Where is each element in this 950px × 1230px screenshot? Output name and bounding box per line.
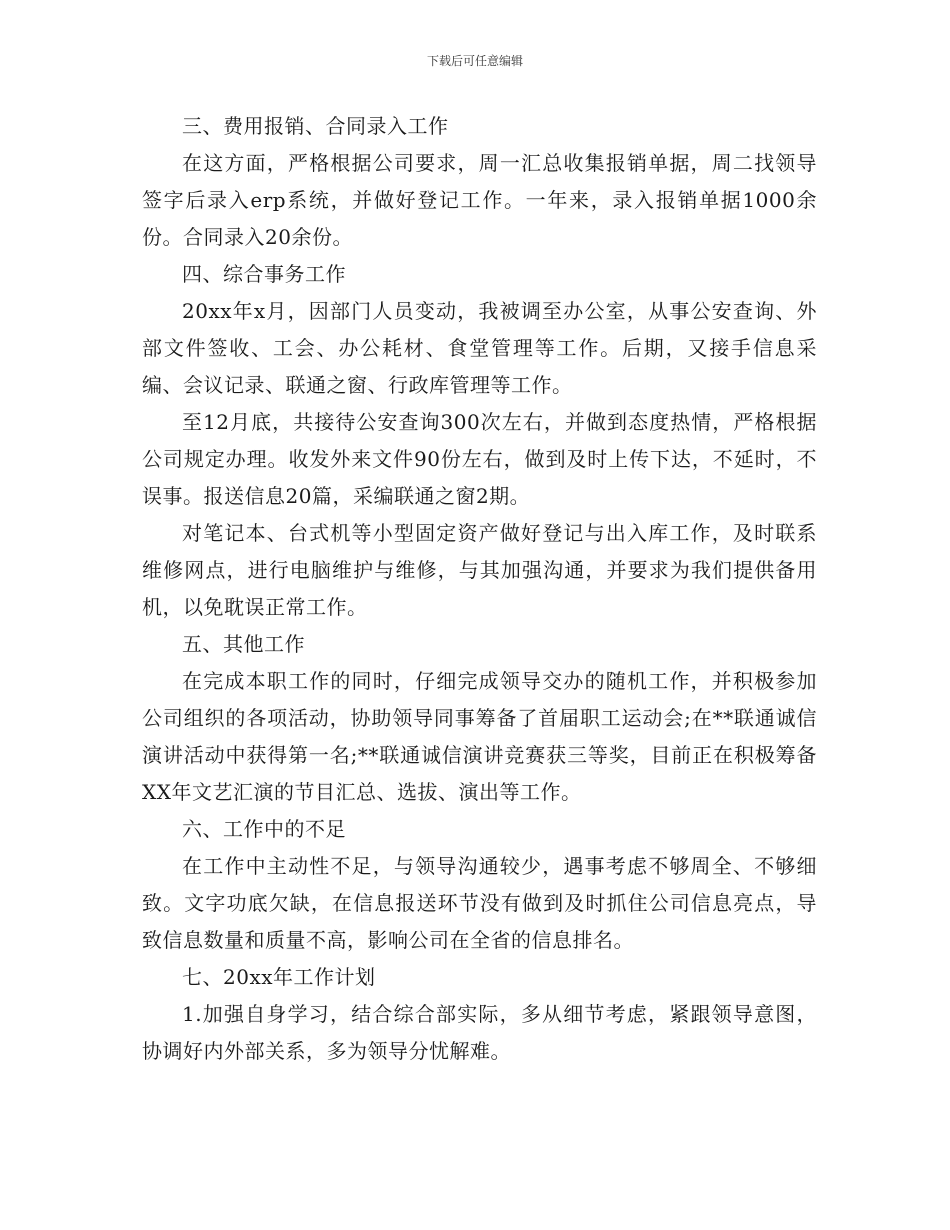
- paragraph-plan-item-1: 1.加强自身学习，结合综合部实际，多从细节考虑，紧跟领导意图，协调好内外部关系，多为领导分忧解难。: [142, 1002, 817, 1063]
- section-heading-expense: 三、费用报销、合同录入工作: [182, 114, 449, 138]
- page-header-note: 下载后可任意编辑: [426, 54, 523, 68]
- section-heading-general-affairs: 四、综合事务工作: [182, 262, 346, 286]
- paragraph-other-work: 在完成本职工作的同时，仔细完成领导交办的随机工作，并积极参加公司组织的各项活动，协助领导同事筹备了首届职工运动会;在**联通诚信演讲活动中获得第一名;**联通诚信演讲竞赛获三等奖，目前正在积极筹备XX年文艺汇演的节目汇总、选拔、演出等工作。: [142, 669, 817, 804]
- paragraph-transfer: 20xx年x月，因部门人员变动，我被调至办公室，从事公安查询、外部文件签收、工会、办公耗材、食堂管理等工作。后期，又接手信息采编、会议记录、联通之窗、行政库管理等工作。: [142, 299, 817, 397]
- section-heading-other-work: 五、其他工作: [182, 632, 305, 656]
- section-heading-work-plan: 七、20xx年工作计划: [182, 965, 376, 989]
- paragraph-expense: 在这方面，严格根据公司要求，周一汇总收集报销单据，周二找领导签字后录入erp系统，并做好登记工作。一年来，录入报销单据1000余份。合同录入20余份。: [142, 151, 817, 249]
- paragraph-shortcomings: 在工作中主动性不足，与领导沟通较少，遇事考虑不够周全、不够细致。文字功底欠缺，在信息报送环节没有做到及时抓住公司信息亮点，导致信息数量和质量不高，影响公司在全省的信息排名。: [142, 854, 817, 952]
- paragraph-statistics: 至12月底，共接待公安查询300次左右，并做到态度热情，严格根据公司规定办理。收发外来文件90份左右，做到及时上传下达，不延时，不误事。报送信息20篇，采编联通之窗2期。: [142, 410, 817, 508]
- paragraph-assets: 对笔记本、台式机等小型固定资产做好登记与出入库工作，及时联系维修网点，进行电脑维护与维修，与其加强沟通，并要求为我们提供备用机，以免耽误正常工作。: [142, 521, 817, 619]
- section-heading-shortcomings: 六、工作中的不足: [182, 817, 346, 841]
- document-body: [142, 108, 817, 1070]
